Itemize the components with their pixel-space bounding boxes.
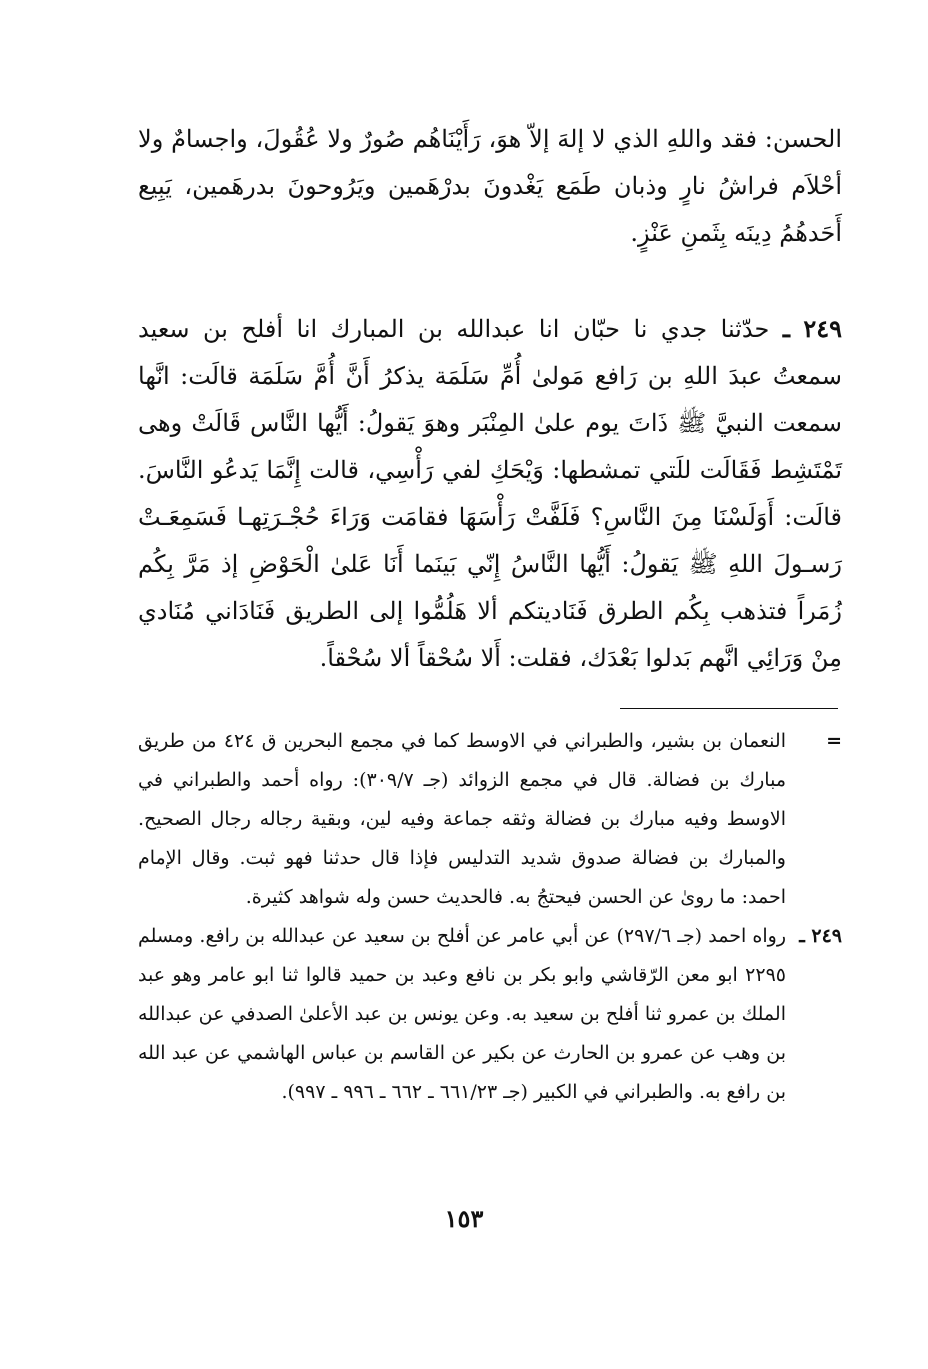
paragraph-gap [138,257,842,305]
footnote-marker: = [826,730,842,752]
hadith-number: ٢٤٩ [803,314,843,343]
hadith-dash: ـ [782,314,790,343]
footnote-249 [138,917,842,1112]
footnotes [138,722,842,1112]
footnote-continuation [138,722,842,917]
footnote-marker: ٢٤٩ ـ [799,925,842,947]
top-paragraph: الحسن: فقد واللهِ الذي لا إلهَ إلاّ هوَ، رَأَيْنَاهُم صُورٌ ولا عُقُولَ، واجسامٌ ولا أحْلاَم فراشُ نارٍ وذبان طَمَع يَغْدونَ بدرْهَمين ويَرُوحونَ بدرهَمين، يَبِيع أَحَدهُمُ دِينَه بِثَمنِ عَنْزٍ. [138,125,842,247]
main-text [138,116,842,682]
hadith-text: حدّثنا جدي نا حبّان انا عبدالله بن المبارك انا أفلح بن سعيد سمعتُ عبدَ اللهِ بن رَافع مَولىٰ أُمِّ سَلَمَة يذكرُ أَنَّ أُمَّ سَلَمَة قالَت: انَّها سمعت النبيَّ ﷺ ذَاتَ يوم علىٰ المِنْبَر وهوَ يَقولُ: أَيُّها النَّاس قَالَتْ وهى تَمْتَشِط فَقَالَت للَتي تمشطها: وَيْحَكِ لفي رَأْسِي، قالت إِنَّمَا يَدعُو النَّاسَ. قالَت: أَوَلَسْنَا مِنَ النَّاسِ؟ فَلَفَّتْ رَأْسَهَا فقامَت وَرَاءَ حُجْـرَتِهـا فَسَمِعَـتْ رَسـولَ اللهِ ﷺ يَقولُ: أَيُّها النَّاسُ إِنّي بَينَما أَنَا عَلىٰ الْحَوْضِ إذ مَرَّ بِكُم زُمَراً فتذهب بِكُم الطرق فَنَاديتكم ألا هَلُمُّوا إلى الطريق فَنَادَاني مُنَادي مِنْ وَرَائِي انَّهم بَدلوا بَعْدَك، فقلت: أَلا سُحْقاً ألا سُحْقاً. [138,315,843,672]
page-number: ١٥٣ [444,1204,484,1233]
footnote-text: رواه احمد (جـ ٢٩٧/٦) عن أبي عامر عن أفلح بن سعيد عن عبدالله بن رافع. ومسلم ٢٢٩٥ ابو معن الرّقاشي وابو بكر بن نافع وعبد بن حميد قالوا ثنا ابو عامر وهو عبد الملك بن عمرو ثنا أفلح بن سعيد به. وعن يونس بن عبد الأعلىٰ الصدفي عن عبدالله بن وهب عن عمرو بن الحارث عن بكير عن القاسم بن عباس الهاشمي عن عبد الله بن رافع به. والطبراني في الكبير (جـ ٦٦١/٢٣ ـ ٦٦٢ ـ ٩٩٦ ـ ٩٩٧). [138,925,786,1103]
footnote-separator [620,708,838,709]
hadith-paragraph [138,305,842,682]
footnote-text: النعمان بن بشير، والطبراني في الاوسط كما في مجمع البحرين ق ٤٢٤ من طريق مبارك بن فضالة. قال في مجمع الزوائد (جـ ٣٠٩/٧): رواه أحمد والطبراني في الاوسط وفيه مبارك بن فضالة وثقه جماعة وفيه لين، وبقية رجاله رجال الصحيح. والمبارك بن فضالة صدوق شديد التدليس فإذا قال حدثنا فهو ثبت. وقال الإمام احمد: ما روىٰ عن الحسن فيحتجُ به. فالحديث حسن وله شواهد كثيرة. [138,730,787,908]
